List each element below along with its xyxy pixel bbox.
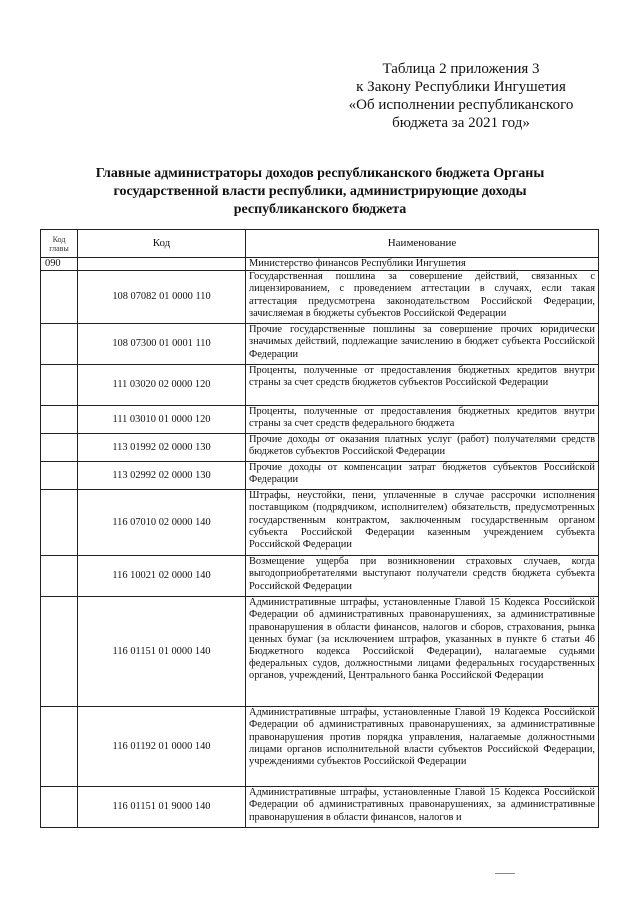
name-header: Наименование [246, 230, 599, 258]
chapter-code-cell [41, 707, 78, 787]
chapter-code-cell [41, 490, 78, 556]
table-row [41, 365, 599, 406]
table-row [41, 787, 599, 828]
table-row [41, 462, 599, 490]
appendix-heading-line: «Об исполнении республиканского [348, 97, 574, 113]
code-cell [78, 258, 246, 271]
document-title-line: государственной власти республики, администрирующие доходы [113, 184, 527, 199]
chapter-code-header-line: Код [52, 234, 66, 244]
table-row [41, 556, 599, 597]
code-cell: 116 10021 02 0000 140 [78, 556, 246, 597]
table-row [41, 707, 599, 787]
chapter-code-cell [41, 434, 78, 462]
chapter-code-cell [41, 271, 78, 324]
table-header-row [41, 230, 599, 258]
code-cell: 116 07010 02 0000 140 [78, 490, 246, 556]
name-cell: Прочие доходы от оказания платных услуг (работ) получателями средств бюджетов субъектов Российской Федерации [246, 434, 599, 462]
appendix-heading-line: к Закону Республики Ингушетия [356, 79, 566, 95]
name-cell: Административные штрафы, установленные Главой 15 Кодекса Российской Федерации об административных правонарушениях, за административные правонарушения в области финансов, налогов и [246, 787, 599, 828]
table-row [41, 406, 599, 434]
code-cell: 116 01192 01 0000 140 [78, 707, 246, 787]
chapter-code-cell [41, 365, 78, 406]
chapter-code-cell [41, 787, 78, 828]
code-header: Код [78, 230, 246, 258]
chapter-code-cell [41, 462, 78, 490]
code-cell: 113 02992 02 0000 130 [78, 462, 246, 490]
table-row [41, 597, 599, 707]
revenue-administrators-table [40, 229, 599, 828]
name-cell: Прочие государственные пошлины за совершение прочих юридически значимых действий, подлежащие зачислению в бюджет субъекта Российской Федерации [246, 324, 599, 365]
chapter-code-header [41, 230, 78, 258]
ministry-name-cell: Министерство финансов Республики Ингушетия [246, 258, 599, 271]
name-cell: Прочие доходы от компенсации затрат бюджетов субъектов Российской Федерации [246, 462, 599, 490]
code-cell: 108 07082 01 0000 110 [78, 271, 246, 324]
ministry-row [41, 258, 599, 271]
document-title-line: Главные администраторы доходов республиканского бюджета Органы [95, 166, 545, 181]
chapter-code-cell: 090 [41, 258, 78, 271]
code-cell: 113 01992 02 0000 130 [78, 434, 246, 462]
name-cell: Возмещение ущерба при возникновении страховых случаев, когда выгодоприобретателями выступают получатели средств бюджета субъекта Российской Федерации [246, 556, 599, 597]
name-cell: Проценты, полученные от предоставления бюджетных кредитов внутри страны за счет средств федерального бюджета [246, 406, 599, 434]
appendix-heading-line: Таблица 2 приложения 3 [382, 61, 540, 77]
table-row [41, 324, 599, 365]
code-cell: 111 03020 02 0000 120 [78, 365, 246, 406]
chapter-code-header-line: главы [49, 243, 69, 253]
document-title-line: республиканского бюджета [233, 202, 407, 217]
appendix-heading-line: бюджета за 2021 год» [392, 115, 530, 131]
name-cell: Административные штрафы, установленные Главой 19 Кодекса Российской Федерации об административных правонарушениях, за административные правонарушения против порядка управления, налагаемые должностными лицами органов исполнительной власти субъектов Российской Федерации, учреждениями субъектов Российской Федерации [246, 707, 599, 787]
document-title [70, 165, 570, 219]
name-cell: Административные штрафы, установленные Главой 15 Кодекса Российской Федерации об административных правонарушениях, за административные правонарушения в области финансов, налогов и сборов, страхования, рынка ценных бумаг (за исключением штрафов, указанных в пункте 6 статьи 46 Бюджетного кодекса Российской Федерации), налагаемые судьями федеральных судов, должностными лицами федеральных государственных органов, учреждений, Центрального банка Российской Федерации [246, 597, 599, 707]
code-cell: 116 01151 01 9000 140 [78, 787, 246, 828]
code-cell: 111 03010 01 0000 120 [78, 406, 246, 434]
table-row [41, 271, 599, 324]
appendix-heading [326, 60, 596, 132]
table-row [41, 490, 599, 556]
chapter-code-cell [41, 556, 78, 597]
chapter-code-cell [41, 406, 78, 434]
table-row [41, 434, 599, 462]
name-cell: Штрафы, неустойки, пени, уплаченные в случае рассрочки исполнения поставщиком (подрядчиком, исполнителем) обязательств, предусмотренных государственным контрактом, заключенным государственным органом субъекта Российской Федерации казенным учреждением субъекта Российской Федерации [246, 490, 599, 556]
page-edge-mark [495, 873, 515, 874]
code-cell: 108 07300 01 0001 110 [78, 324, 246, 365]
chapter-code-cell [41, 324, 78, 365]
name-cell: Государственная пошлина за совершение действий, связанных с лицензированием, с проведением аттестации в случаях, если такая аттестация предусмотрена законодательством Российской Федерации, зачисляемая в бюджеты субъектов Российской Федерации [246, 271, 599, 324]
chapter-code-cell [41, 597, 78, 707]
name-cell: Проценты, полученные от предоставления бюджетных кредитов внутри страны за счет средств бюджетов субъектов Российской Федерации [246, 365, 599, 406]
code-cell: 116 01151 01 0000 140 [78, 597, 246, 707]
